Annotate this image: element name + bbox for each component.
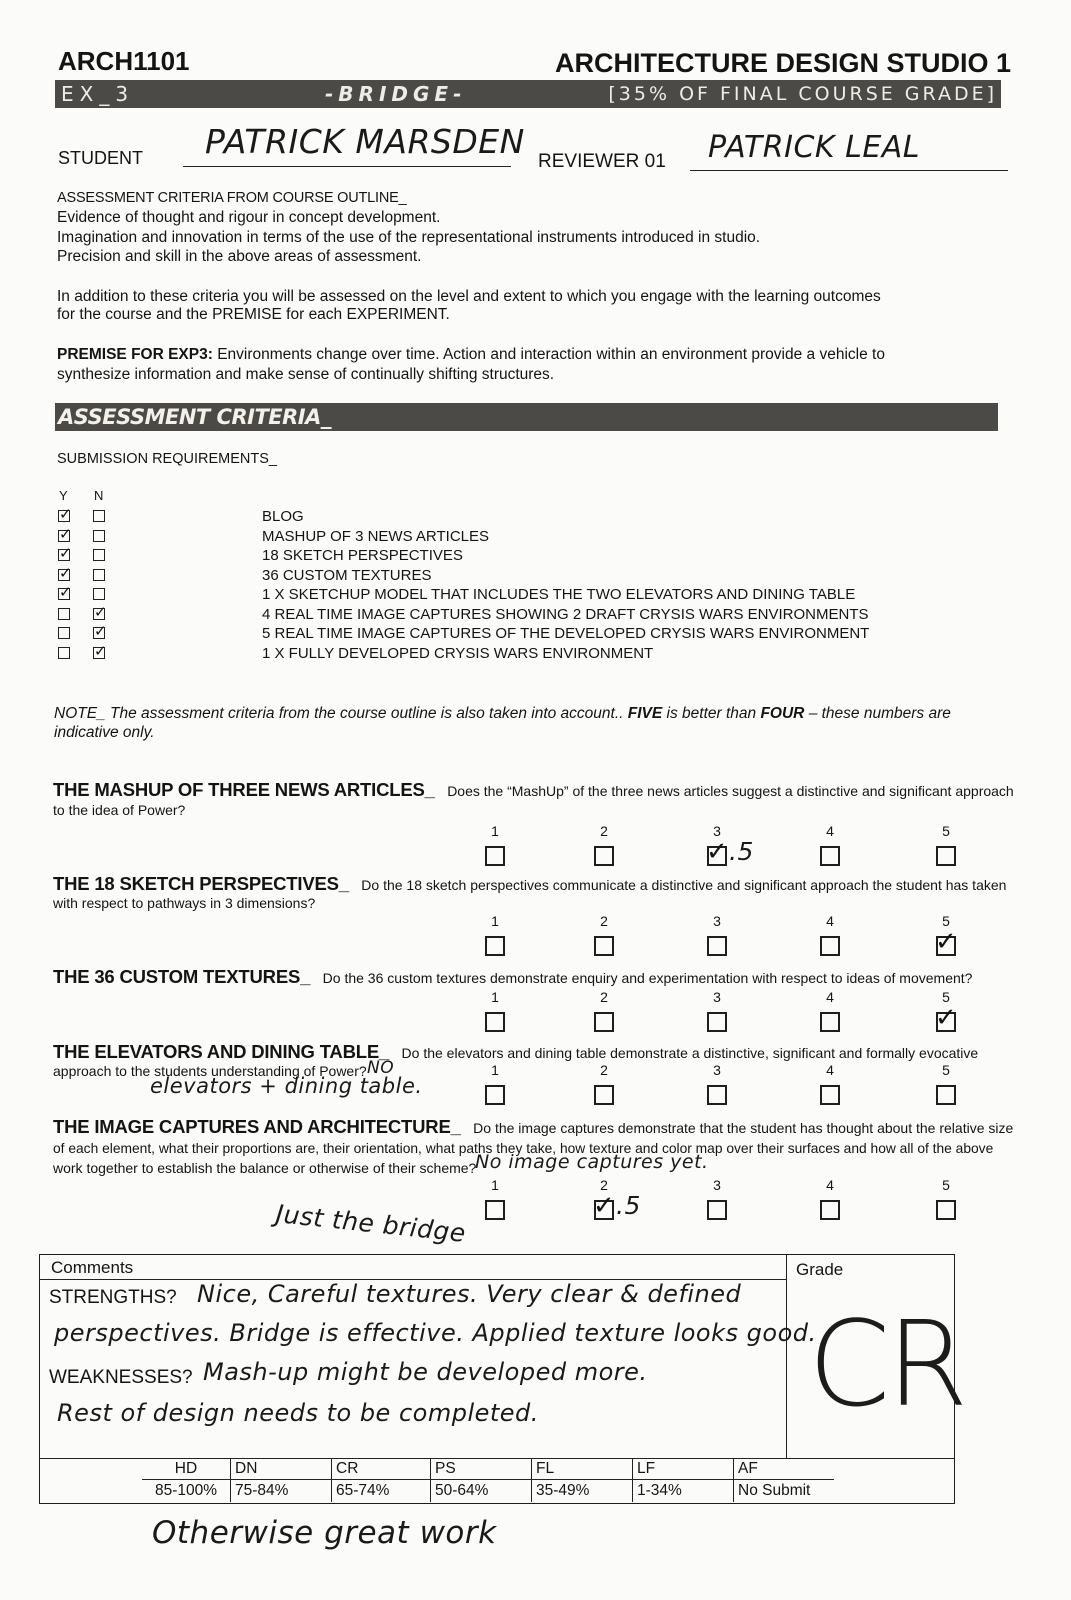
grade-title: Grade: [796, 1260, 844, 1279]
exercise-code: EX_3: [61, 82, 135, 106]
score-checkbox-5[interactable]: [936, 1200, 956, 1220]
student-underline: [183, 166, 511, 167]
score-checkbox-1[interactable]: [485, 1200, 505, 1220]
score-number: 5: [942, 1177, 950, 1193]
reviewer-label: REVIEWER 01: [538, 151, 666, 172]
student-label: STUDENT: [58, 148, 143, 168]
check-mark: ✓: [94, 641, 107, 660]
section-question-cont: to the idea of Power?: [53, 802, 186, 818]
no-checkbox[interactable]: [93, 569, 105, 581]
yes-checkbox[interactable]: [58, 608, 70, 620]
note-line-2: indicative only.: [54, 724, 155, 741]
grade-weight: [35% OF FINAL COURSE GRADE]: [608, 83, 997, 105]
score-number: 2: [600, 1062, 608, 1078]
section-title: THE 18 SKETCH PERSPECTIVES_: [53, 873, 349, 894]
yes-checkbox[interactable]: [58, 627, 70, 639]
premise-line-1: [57, 345, 885, 364]
grade-code: HD: [142, 1459, 231, 1480]
comments-title: Comments: [51, 1258, 134, 1277]
score-number: 1: [491, 913, 499, 929]
requirement-item: 1 X SKETCHUP MODEL THAT INCLUDES THE TWO ELEVATORS AND DINING TABLE: [262, 586, 856, 603]
final-grade[interactable]: CR: [808, 1295, 965, 1433]
elevators-handnote-1: NO: [367, 1058, 395, 1078]
score-checkbox-3[interactable]: [707, 1200, 727, 1220]
section-question-cont: approach to the students understanding of Power?: [53, 1063, 367, 1079]
score-number: 1: [491, 1177, 499, 1193]
grade-code: LF: [633, 1459, 734, 1480]
score-checkbox-5[interactable]: [936, 846, 956, 866]
score-number: 5: [942, 989, 950, 1005]
no-checkbox[interactable]: [93, 510, 105, 522]
note-text-3: – these numbers are: [804, 705, 951, 722]
score-checkbox-2[interactable]: [594, 846, 614, 866]
score-number: 4: [826, 1177, 834, 1193]
note-line-1: [54, 705, 951, 723]
grade-scale-table: [142, 1459, 834, 1502]
score-number: 4: [826, 913, 834, 929]
score-checkbox-3[interactable]: [707, 1085, 727, 1105]
footer-note: Otherwise great work: [152, 1515, 497, 1551]
score-annotation: .5: [616, 1191, 641, 1220]
section-captures-heading: [53, 1116, 1013, 1138]
score-number: 3: [713, 1177, 721, 1193]
score-annotation: .5: [729, 837, 754, 866]
score-number: 2: [600, 823, 608, 839]
score-number: 4: [826, 989, 834, 1005]
score-checkbox-1[interactable]: [485, 846, 505, 866]
check-mark: ✓: [59, 563, 72, 582]
requirement-item: BLOG: [262, 508, 304, 525]
score-checkbox-1[interactable]: [485, 1085, 505, 1105]
check-mark: ✓: [59, 544, 72, 562]
score-checkbox-4[interactable]: [820, 936, 840, 956]
note-four: FOUR: [760, 705, 805, 722]
section-elevators-heading: [53, 1041, 978, 1063]
submission-title: SUBMISSION REQUIREMENTS_: [57, 451, 277, 467]
score-number: 2: [600, 989, 608, 1005]
yes-checkbox[interactable]: [58, 647, 70, 659]
addition-line-1: In addition to these criteria you will be assessed on the level and extent to which you engage with the learning outcomes: [57, 288, 881, 305]
elevators-handnote-2: elevators + dining table.: [150, 1074, 423, 1098]
check-mark: ✓: [94, 602, 107, 621]
requirement-item: 5 REAL TIME IMAGE CAPTURES OF THE DEVELOPED CRYSIS WARS ENVIRONMENT: [262, 625, 870, 642]
score-checkbox-2[interactable]: [594, 1012, 614, 1032]
score-check-mark: ✓: [935, 927, 957, 957]
grade-code: DN: [231, 1459, 332, 1480]
score-checkbox-3[interactable]: [707, 1012, 727, 1032]
score-checkbox-4[interactable]: [820, 1085, 840, 1105]
section-question: Do the 36 custom textures demonstrate enquiry and experimentation with respect to ideas of movement?: [322, 970, 973, 986]
note-text-1: The assessment criteria from the course outline is also taken into account..: [105, 705, 628, 722]
weaknesses-label: WEAKNESSES?: [49, 1367, 193, 1388]
weaknesses-line-2[interactable]: Rest of design needs to be completed.: [57, 1399, 539, 1427]
course-criteria-line-3: Precision and skill in the above areas of assessment.: [57, 248, 422, 265]
captures-handnote-2: Just the bridge: [274, 1199, 468, 1248]
score-number: 1: [491, 1062, 499, 1078]
score-checkbox-4[interactable]: [820, 1012, 840, 1032]
submission-list: [262, 507, 869, 663]
premise-label: PREMISE FOR EXP3:: [57, 346, 213, 363]
no-checkbox[interactable]: [93, 549, 105, 561]
requirement-item: 36 CUSTOM TEXTURES: [262, 566, 432, 584]
score-number: 3: [713, 989, 721, 1005]
assessment-criteria-bar: [55, 403, 998, 431]
section-title: THE 36 CUSTOM TEXTURES_: [53, 966, 311, 987]
score-checkbox-5[interactable]: [936, 1085, 956, 1105]
score-number: 4: [826, 1062, 834, 1078]
grade-range: 85-100%: [154, 1482, 218, 1499]
no-checkbox[interactable]: [93, 588, 105, 600]
grade-code: FL: [532, 1459, 633, 1480]
score-checkbox-1[interactable]: [485, 1012, 505, 1032]
score-number: 4: [826, 823, 834, 839]
section-question: Do the elevators and dining table demonstrate a distinctive, significant and formally evocative: [401, 1045, 979, 1061]
score-number: 1: [491, 823, 499, 839]
premise-text: Environments change over time. Action and interaction within an environment provide a vehicle to: [217, 346, 885, 363]
check-mark: ✓: [59, 524, 72, 543]
grade-code: PS: [431, 1459, 532, 1480]
section-sketch-heading: [53, 873, 1006, 895]
strengths-label: STRENGTHS?: [49, 1287, 177, 1308]
section-question: Do the image captures demonstrate that the student has thought about the relative size: [473, 1120, 1014, 1136]
requirement-item: 4 REAL TIME IMAGE CAPTURES SHOWING 2 DRAFT CRYSIS WARS ENVIRONMENTS: [262, 605, 869, 623]
assessment-criteria-heading: ASSESSMENT CRITERIA_: [58, 405, 331, 429]
addition-line-2: for the course and the PREMISE for each EXPERIMENT.: [57, 306, 450, 323]
course-code: ARCH1101: [58, 46, 190, 76]
score-checkbox-2[interactable]: [594, 936, 614, 956]
grade-range: 35-49%: [532, 1480, 633, 1503]
score-number: 5: [942, 913, 950, 929]
score-checkbox-3[interactable]: [707, 936, 727, 956]
score-check-mark: ✓: [593, 1191, 615, 1221]
score-number: 3: [713, 913, 721, 929]
check-mark: ✓: [59, 583, 72, 601]
premise-line-2: synthesize information and make sense of continually shifting structures.: [57, 366, 555, 383]
grade-code: CR: [332, 1459, 431, 1480]
course-title: ARCHITECTURE DESIGN STUDIO 1: [554, 48, 1011, 78]
score-number: 1: [491, 989, 499, 1005]
project-name: -BRIDGE-: [325, 82, 467, 106]
note-five: FIVE: [627, 705, 663, 722]
section-question-cont: work together to establish the balance or otherwise of their scheme?: [53, 1160, 477, 1176]
grade-range: No Submit: [734, 1480, 835, 1503]
score-check-mark: ✓: [706, 837, 728, 867]
score-number: 2: [600, 913, 608, 929]
exercise-bar: [55, 80, 1001, 108]
grade-range: 1-34%: [633, 1480, 734, 1503]
score-number: 3: [713, 1062, 721, 1078]
score-checkbox-1[interactable]: [485, 936, 505, 956]
section-mashup-heading: [53, 779, 1014, 801]
no-column-label: N: [94, 488, 104, 503]
section-title: THE IMAGE CAPTURES AND ARCHITECTURE_: [53, 1116, 461, 1137]
course-criteria-line-1: Evidence of thought and rigour in concept development.: [57, 209, 441, 226]
yes-column-label: Y: [59, 488, 68, 503]
grade-range: 75-84%: [231, 1480, 332, 1503]
reviewer-name[interactable]: PATRICK LEAL: [708, 130, 921, 165]
section-question: Do the 18 sketch perspectives communicate a distinctive and significant approach the student has taken: [361, 877, 1007, 893]
requirement-item: 1 X FULLY DEVELOPED CRYSIS WARS ENVIRONMENT: [262, 644, 654, 662]
score-number: 5: [942, 823, 950, 839]
note-text-2: is better than: [662, 705, 761, 722]
section-title: THE MASHUP OF THREE NEWS ARTICLES_: [53, 779, 435, 800]
requirement-item: 18 SKETCH PERSPECTIVES: [262, 547, 463, 564]
score-checkbox-4[interactable]: [820, 1200, 840, 1220]
grade-divider: [786, 1255, 787, 1458]
section-question-cont: with respect to pathways in 3 dimensions?: [53, 895, 316, 911]
score-checkbox-4[interactable]: [820, 846, 840, 866]
grade-range: 50-64%: [431, 1480, 532, 1503]
section-title: THE ELEVATORS AND DINING TABLE_: [53, 1041, 390, 1062]
check-mark: ✓: [94, 622, 107, 640]
course-criteria-line-2: Imagination and innovation in terms of the use of the representational instruments introduced in studio.: [57, 229, 761, 246]
course-criteria-title: ASSESSMENT CRITERIA FROM COURSE OUTLINE_: [57, 190, 407, 206]
no-checkbox[interactable]: [93, 530, 105, 542]
weaknesses-line-1[interactable]: Mash-up might be developed more.: [203, 1358, 648, 1386]
strengths-line-1[interactable]: Nice, Careful textures. Very clear & defined: [197, 1280, 742, 1308]
requirement-item: MASHUP OF 3 NEWS ARTICLES: [262, 527, 489, 545]
section-question: Does the “MashUp” of the three news articles suggest a distinctive and significant approach: [447, 783, 1014, 799]
check-mark: ✓: [59, 505, 72, 523]
section-question-cont: of each element, what their proportions are, their orientation, what paths they take, how texture and color map over their surfaces and how all of the above: [53, 1141, 994, 1156]
comments-box: [39, 1254, 965, 1504]
score-number: 3: [713, 823, 721, 839]
note-prefix: NOTE_: [54, 705, 106, 722]
score-check-mark: ✓: [935, 1003, 957, 1033]
strengths-line-2[interactable]: perspectives. Bridge is effective. Applied texture looks good.: [54, 1319, 817, 1347]
section-textures-heading: [53, 966, 972, 988]
captures-handnote-1: No image captures yet.: [475, 1151, 709, 1173]
score-number: 2: [600, 1177, 608, 1193]
score-number: 5: [942, 1062, 950, 1078]
reviewer-underline: [690, 170, 1008, 171]
score-checkbox-2[interactable]: [594, 1085, 614, 1105]
grade-code: AF: [734, 1459, 835, 1480]
student-name[interactable]: PATRICK MARSDEN: [205, 122, 525, 161]
grade-range: 65-74%: [332, 1480, 431, 1503]
